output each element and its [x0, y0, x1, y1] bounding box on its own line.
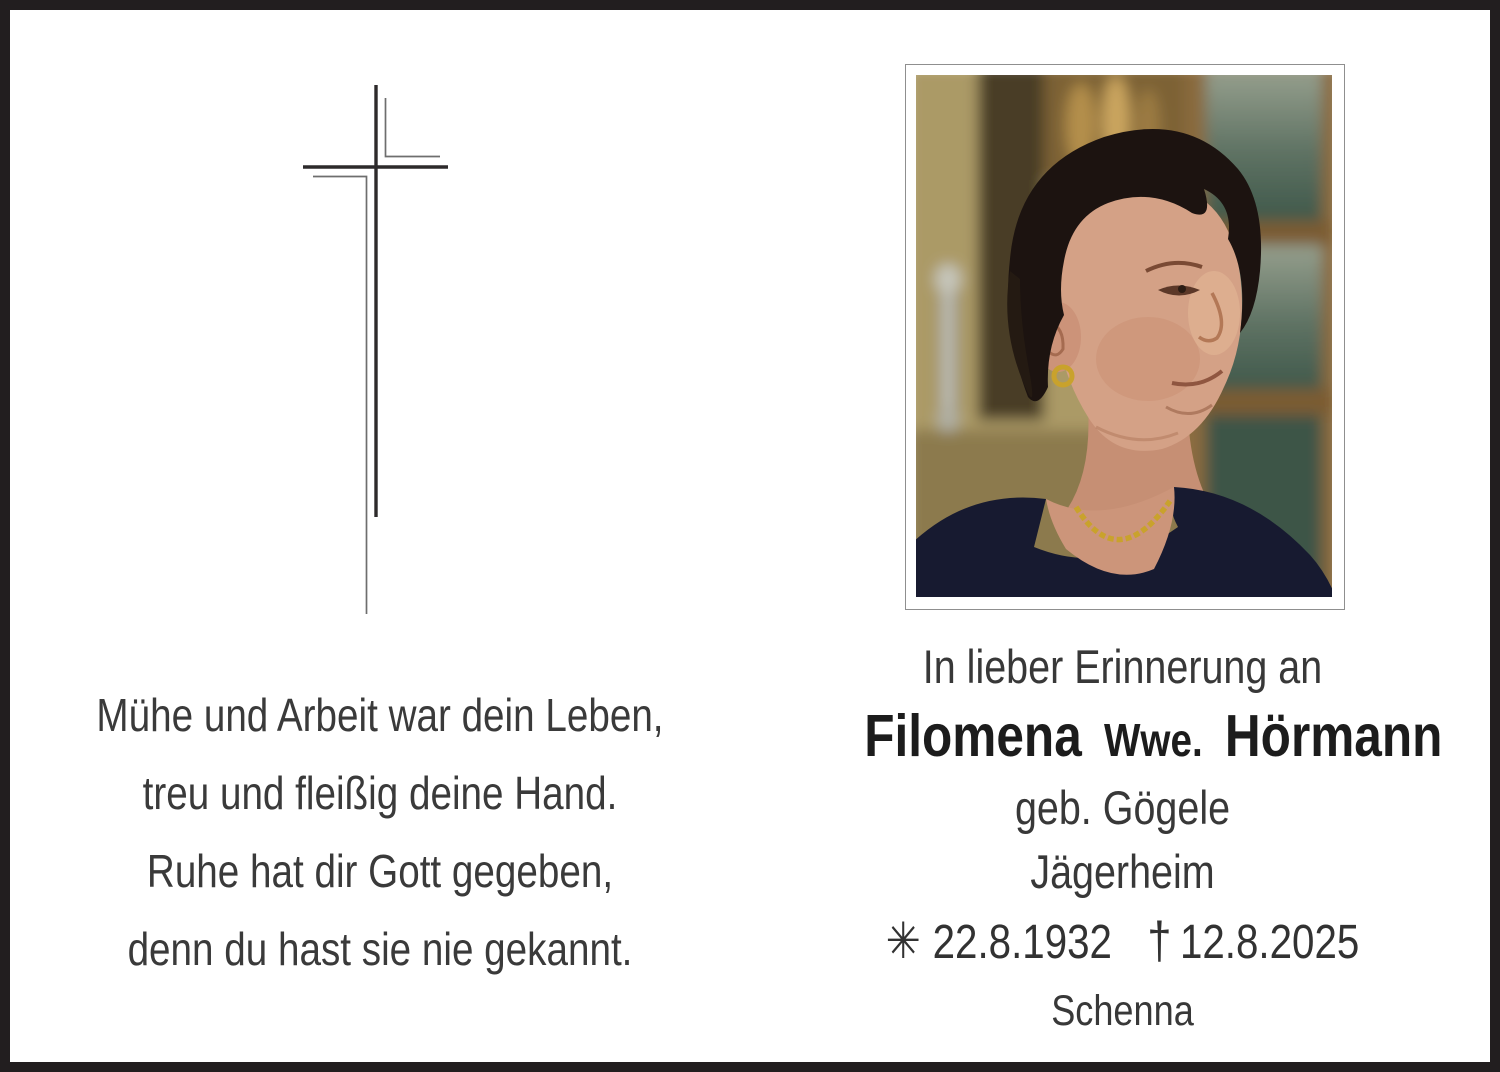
deceased-name	[864, 700, 1443, 776]
poem-line-2: treu und fleißig deine Hand.	[142, 767, 618, 819]
memorial-text	[815, 634, 1443, 1042]
widow-abbreviation: Wwe.	[1103, 714, 1203, 766]
birth-date: 22.8.1932	[932, 916, 1112, 969]
death-date: 12.8.2025	[1179, 916, 1360, 969]
poem-line-1: Mühe und Arbeit war dein Leben,	[96, 689, 664, 741]
death-cross-icon: †	[1147, 912, 1172, 970]
first-name: Filomena	[864, 703, 1082, 769]
maiden-name: geb. Gögele	[1014, 781, 1231, 834]
intro-line: In lieber Erinnerung an	[922, 640, 1323, 693]
portrait-illustration	[916, 75, 1332, 597]
portrait-photo	[905, 64, 1345, 610]
life-dates	[864, 904, 1381, 980]
residence: Jägerheim	[1030, 845, 1215, 898]
poem	[35, 676, 725, 988]
place: Schenna	[1051, 987, 1194, 1035]
poem-line-4: denn du hast sie nie gekannt.	[127, 923, 633, 975]
last-name: Hörmann	[1224, 703, 1443, 769]
poem-line-3: Ruhe hat dir Gott gegeben,	[146, 845, 614, 897]
birth-star-icon: ✳	[885, 913, 921, 969]
